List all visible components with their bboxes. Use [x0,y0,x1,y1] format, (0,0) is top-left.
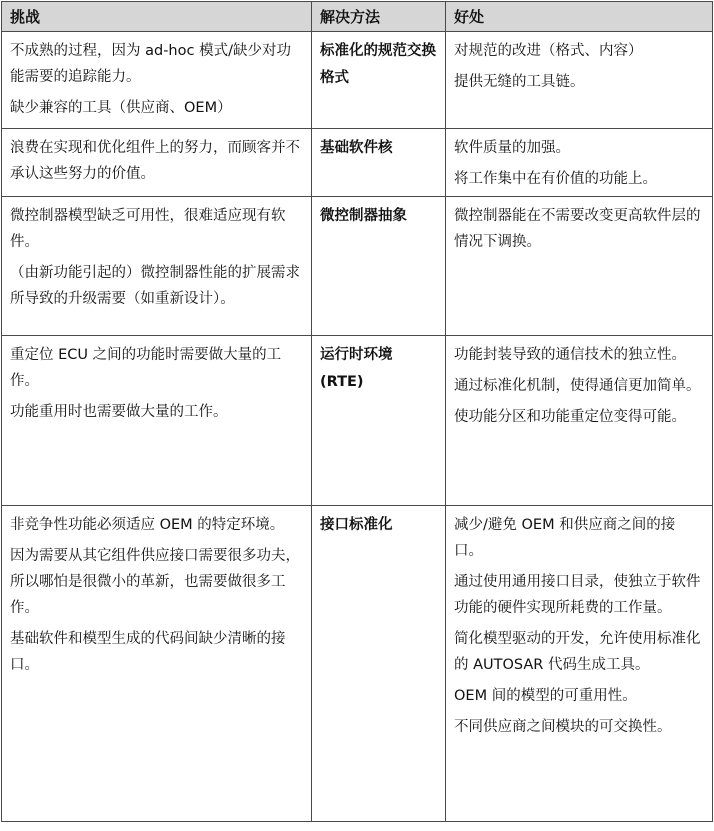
method-cell: 运行时环境 (RTE) [312,336,446,506]
autosar-benefits-table [1,1,713,822]
header-method: 解决方法 [312,2,446,32]
table-row [2,129,713,197]
header-challenge: 挑战 [2,2,312,32]
benefit-cell [446,129,713,197]
benefit-text: 将工作集中在有价值的功能上。 [454,171,657,187]
method-cell: 标准化的规范交换格式 [312,32,446,129]
benefit-text: 通过标准化机制，使得通信更加简单。 [454,378,701,394]
challenge-text: （由新功能引起的）微控制器性能的扩展需求所导致的升级需要（如重新设计）。 [10,265,300,307]
method-cell: 接口标准化 [312,506,446,822]
challenge-cell [2,506,312,822]
benefit-text: 微控制器能在不需要改变更高软件层的情况下调换。 [454,208,701,250]
benefit-text: 对规范的改进（格式、内容） [454,43,643,59]
challenge-text: 不成熟的过程，因为 ad-hoc 模式/缺少对功能需要的追踪能力。 [10,43,291,85]
challenge-text: 缺少兼容的工具（供应商、OEM） [10,100,232,116]
challenge-cell [2,197,312,336]
benefit-text: 简化模型驱动的开发，允许使用标准化的 AUTOSAR 代码生成工具。 [454,631,701,673]
benefit-text: 软件质量的加强。 [454,140,570,156]
table-row [2,197,713,336]
challenge-text: 功能重用时也需要做大量的工作。 [10,404,228,420]
header-row [2,2,713,32]
benefit-text: 通过使用通用接口目录，使独立于软件功能的硬件实现所耗费的工作量。 [454,574,701,616]
benefit-text: 功能封装导致的通信技术的独立性。 [454,347,686,363]
challenge-text: 微控制器模型缺乏可用性，很难适应现有软件。 [10,208,286,250]
benefit-cell [446,506,713,822]
benefit-text: 提供无缝的工具链。 [454,74,585,90]
method-cell: 基础软件核 [312,129,446,197]
challenge-text: 因为需要从其它组件供应接口需要很多功夫，所以哪怕是很微小的革新，也需要做很多工作。 [10,548,300,616]
table-row [2,32,713,129]
benefit-cell [446,197,713,336]
method-cell: 微控制器抽象 [312,197,446,336]
header-benefit: 好处 [446,2,713,32]
challenge-text: 浪费在实现和优化组件上的努力，而顾客并不承认这些努力的价值。 [10,140,300,182]
challenge-text: 基础软件和模型生成的代码间缺少清晰的接口。 [10,631,286,673]
challenge-text: 重定位 ECU 之间的功能时需要做大量的工作。 [10,347,282,389]
benefit-text: 使功能分区和功能重定位变得可能。 [454,409,686,425]
benefit-text: 减少/避免 OEM 和供应商之间的接口。 [454,517,676,559]
challenge-cell [2,336,312,506]
table-row [2,336,713,506]
benefit-cell [446,336,713,506]
challenge-cell [2,32,312,129]
challenge-cell [2,129,312,197]
benefit-cell [446,32,713,129]
benefit-text: 不同供应商之间模块的可交换性。 [454,719,672,735]
benefit-text: OEM 间的模型的可重用性。 [454,688,637,704]
table-row [2,506,713,822]
challenge-text: 非竞争性功能必须适应 OEM 的特定环境。 [10,517,285,533]
